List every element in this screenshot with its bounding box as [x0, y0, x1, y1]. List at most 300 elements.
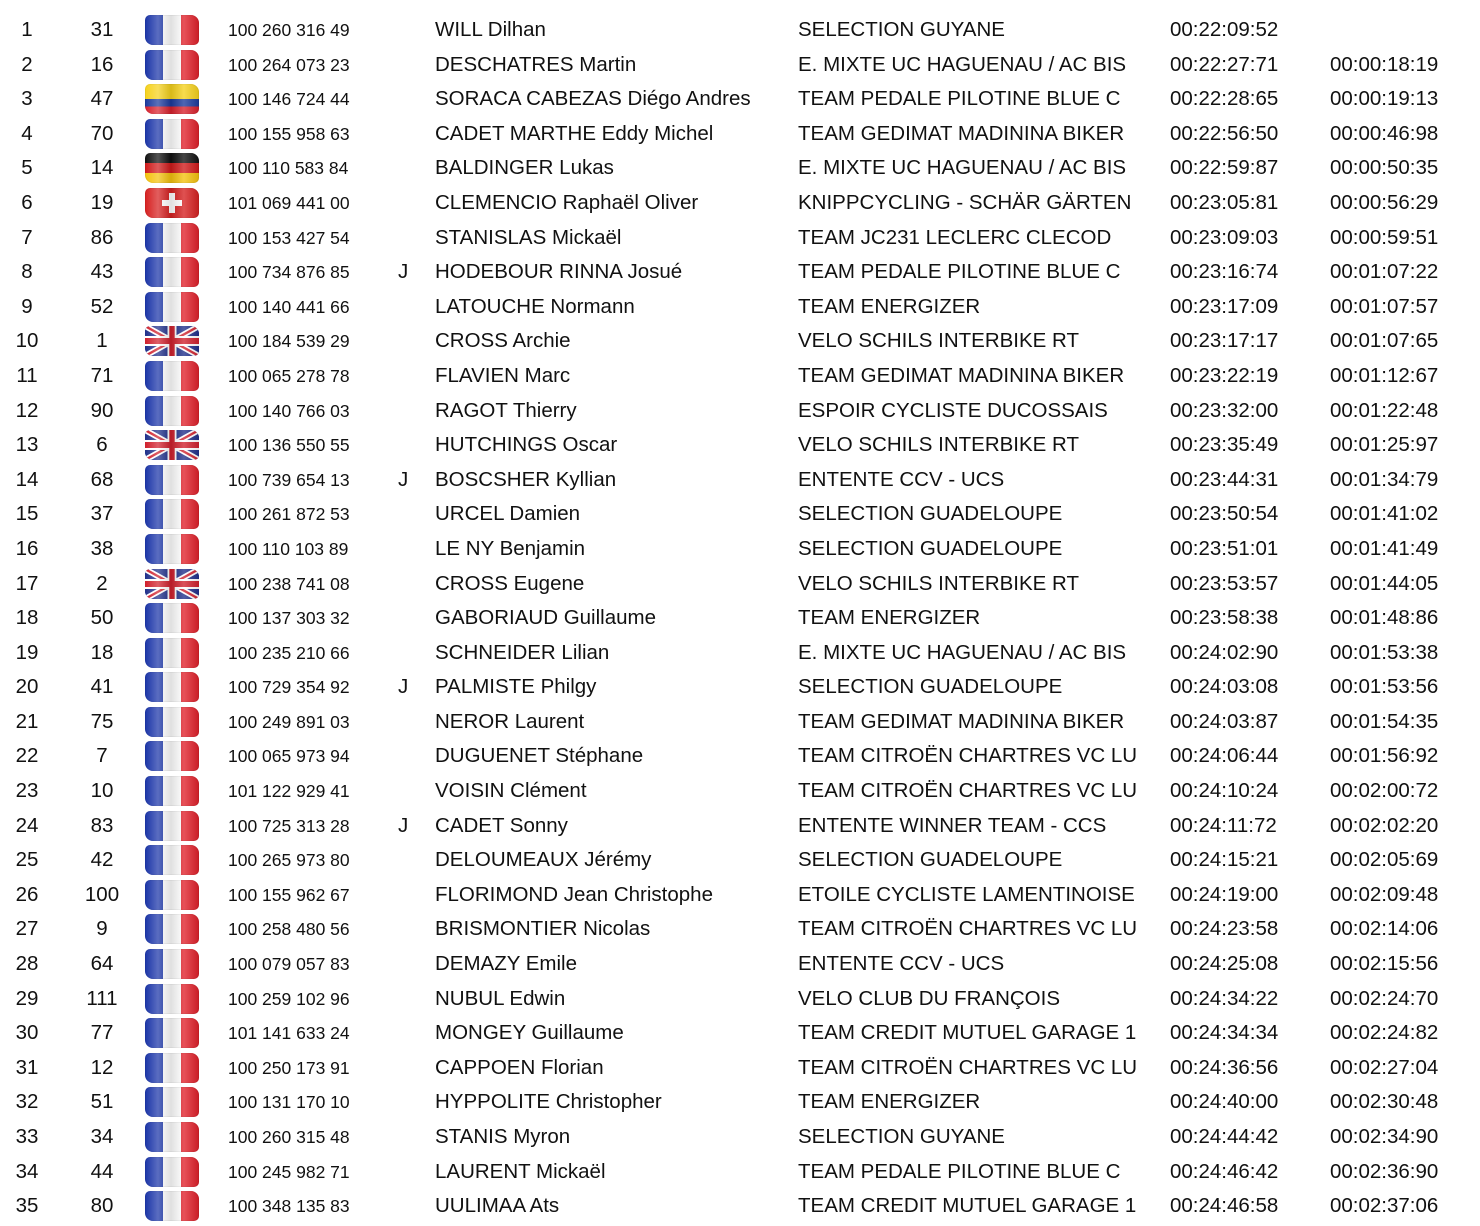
license-cell: 100 110 103 89 [228, 538, 349, 559]
rank-cell: 12 [15, 398, 39, 422]
france-flag-icon [141, 117, 201, 151]
team-cell: TEAM CITROËN CHARTRES VC LU [798, 744, 1138, 768]
bib-cell: 86 [90, 225, 114, 249]
rider-name-cell: CADET MARTHE Eddy Michel [435, 121, 714, 145]
rider-name-cell: BOSCSHER Kyllian [435, 467, 617, 491]
rank-cell: 22 [15, 744, 39, 768]
time-cell: 00:24:44:42 [1170, 1125, 1279, 1148]
team-cell: E. MIXTE UC HAGUENAU / AC BIS [798, 640, 1127, 664]
table-row [0, 636, 1480, 671]
license-cell: 100 238 741 08 [228, 573, 350, 594]
table-row [0, 1085, 1480, 1120]
france-flag-icon [141, 359, 201, 393]
rider-name-cell: SCHNEIDER Lilian [435, 640, 610, 664]
team-cell: E. MIXTE UC HAGUENAU / AC BIS [798, 156, 1127, 180]
rank-cell: 20 [15, 675, 39, 699]
bib-cell: 44 [90, 1159, 114, 1183]
gap-cell: 00:02:24:70 [1330, 986, 1439, 1010]
time-cell: 00:22:59:87 [1170, 156, 1279, 180]
rank-cell: 25 [15, 848, 39, 872]
bib-cell: 64 [90, 952, 114, 976]
license-cell: 100 079 057 83 [228, 954, 350, 975]
license-cell: 100 155 958 63 [228, 123, 350, 144]
license-cell: 100 260 316 49 [228, 20, 350, 40]
license-cell: 100 137 303 32 [228, 608, 350, 629]
rider-name-cell: HUTCHINGS Oscar [435, 433, 618, 457]
team-cell: TEAM GEDIMAT MADININA BIKER [798, 121, 1125, 145]
rider-name-cell: VOISIN Clément [435, 779, 587, 803]
france-flag-icon [141, 912, 201, 946]
rank-cell: 3 [21, 87, 33, 111]
time-cell: 00:24:23:58 [1170, 917, 1279, 941]
bib-cell: 7 [96, 744, 108, 768]
rank-cell: 32 [15, 1090, 39, 1114]
bib-cell: 12 [90, 1055, 114, 1079]
team-cell: E. MIXTE UC HAGUENAU / AC BIS [798, 52, 1127, 76]
bib-cell: 70 [90, 121, 114, 145]
team-cell: TEAM CREDIT MUTUEL GARAGE 1 [798, 1021, 1137, 1045]
team-cell: TEAM CREDIT MUTUEL GARAGE 1 [798, 1194, 1137, 1218]
gap-cell: 00:01:48:86 [1330, 606, 1439, 630]
license-cell: 100 155 962 67 [228, 884, 350, 905]
time-cell: 00:23:16:74 [1170, 260, 1279, 284]
gap-cell: 00:02:36:90 [1330, 1159, 1439, 1183]
gap-cell: 00:01:07:57 [1330, 294, 1439, 318]
license-cell: 101 141 633 24 [228, 1023, 350, 1044]
time-cell: 00:23:53:57 [1170, 571, 1279, 595]
table-row [0, 1120, 1480, 1155]
gap-cell: 00:02:00:72 [1330, 779, 1439, 803]
team-cell: VELO CLUB DU FRANÇOIS [798, 986, 1060, 1010]
gap-cell: 00:00:46:98 [1330, 121, 1439, 145]
bib-cell: 41 [90, 675, 114, 699]
table-row [0, 843, 1480, 878]
table-row [0, 428, 1480, 463]
gap-cell: 00:02:30:48 [1330, 1090, 1439, 1114]
table-row [0, 947, 1480, 982]
gap-cell: 00:01:41:49 [1330, 536, 1439, 560]
gap-cell: 00:01:25:97 [1330, 433, 1439, 457]
category-cell: J [398, 467, 409, 491]
team-cell: ETOILE CYCLISTE LAMENTINOISE [798, 882, 1135, 906]
france-flag-icon [141, 670, 201, 704]
time-cell: 00:23:32:00 [1170, 398, 1279, 422]
license-cell: 100 734 876 85 [228, 262, 350, 283]
france-flag-icon [141, 739, 201, 773]
time-cell: 00:22:56:50 [1170, 121, 1279, 145]
table-row [0, 878, 1480, 913]
bib-cell: 52 [90, 294, 114, 318]
table-row [0, 601, 1480, 636]
gap-cell: 00:01:34:79 [1330, 467, 1439, 491]
gap-cell: 00:02:27:04 [1330, 1055, 1439, 1079]
bib-cell: 38 [90, 536, 114, 560]
rider-name-cell: DESCHATRES Martin [435, 52, 637, 76]
time-cell: 00:24:10:24 [1170, 779, 1279, 803]
team-cell: ENTENTE WINNER TEAM - CCS [798, 813, 1107, 837]
bib-cell: 77 [90, 1021, 114, 1045]
bib-cell: 111 [86, 986, 118, 1010]
team-cell: KNIPPCYCLING - SCHÄR GÄRTEN [798, 190, 1132, 214]
rank-cell: 4 [21, 121, 33, 145]
rider-name-cell: LE NY Benjamin [435, 536, 586, 560]
bib-cell: 10 [90, 779, 114, 803]
rank-cell: 13 [15, 433, 39, 457]
united-kingdom-flag-icon [141, 324, 201, 358]
table-row [0, 186, 1480, 221]
gap-cell: 00:01:07:22 [1330, 260, 1439, 284]
table-row [0, 151, 1480, 186]
table-row [0, 394, 1480, 429]
rank-cell: 19 [15, 640, 39, 664]
license-cell: 100 136 550 55 [228, 435, 350, 456]
rank-cell: 31 [15, 1055, 39, 1079]
team-cell: VELO SCHILS INTERBIKE RT [798, 571, 1080, 595]
gap-cell: 00:01:53:56 [1330, 675, 1439, 699]
time-cell: 00:24:36:56 [1170, 1055, 1279, 1079]
gap-cell: 00:00:19:13 [1330, 87, 1439, 111]
license-cell: 100 739 654 13 [228, 469, 350, 490]
rider-name-cell: CADET Sonny [435, 813, 568, 837]
license-cell: 100 265 973 80 [228, 850, 350, 871]
rider-name-cell: CAPPOEN Florian [435, 1055, 604, 1079]
license-cell: 100 261 872 53 [228, 504, 350, 525]
license-cell: 100 264 073 23 [228, 54, 350, 75]
rider-name-cell: CROSS Eugene [435, 571, 585, 595]
license-cell: 100 140 766 03 [228, 400, 350, 421]
rank-cell: 6 [21, 190, 33, 214]
time-cell: 00:24:06:44 [1170, 744, 1279, 768]
team-cell: ESPOIR CYCLISTE DUCOSSAIS [798, 398, 1108, 422]
rank-cell: 9 [21, 294, 33, 318]
rank-cell: 24 [15, 813, 39, 837]
france-flag-icon [141, 255, 201, 289]
bib-cell: 83 [90, 813, 114, 837]
license-cell: 100 725 313 28 [228, 815, 350, 836]
bib-cell: 18 [90, 640, 114, 664]
rank-cell: 28 [15, 952, 39, 976]
table-row [0, 705, 1480, 740]
rank-cell: 33 [15, 1125, 39, 1148]
time-cell: 00:23:22:19 [1170, 363, 1279, 387]
team-cell: ENTENTE CCV - UCS [798, 467, 1005, 491]
rank-cell: 14 [15, 467, 39, 491]
france-flag-icon [141, 601, 201, 635]
license-cell: 100 131 170 10 [228, 1092, 350, 1113]
france-flag-icon [141, 463, 201, 497]
table-row [0, 463, 1480, 498]
table-row [0, 497, 1480, 532]
team-cell: VELO SCHILS INTERBIKE RT [798, 329, 1080, 353]
rider-name-cell: RAGOT Thierry [435, 398, 577, 422]
bib-cell: 47 [90, 87, 114, 111]
rank-cell: 16 [15, 536, 39, 560]
time-cell: 00:23:17:17 [1170, 329, 1279, 353]
time-cell: 00:23:58:38 [1170, 606, 1279, 630]
license-cell: 100 065 278 78 [228, 365, 350, 386]
gap-cell: 00:00:18:19 [1330, 52, 1439, 76]
team-cell: TEAM ENERGIZER [798, 606, 981, 630]
table-row [0, 359, 1480, 394]
bib-cell: 68 [90, 467, 114, 491]
table-row [0, 82, 1480, 117]
rider-name-cell: FLAVIEN Marc [435, 363, 571, 387]
france-flag-icon [141, 48, 201, 82]
rider-name-cell: HODEBOUR RINNA Josué [435, 260, 683, 284]
germany-flag-icon [141, 151, 201, 185]
table-row [0, 1155, 1480, 1190]
category-cell: J [398, 675, 409, 699]
bib-cell: 42 [90, 848, 114, 872]
team-cell: ENTENTE CCV - UCS [798, 952, 1005, 976]
colombia-flag-icon [141, 82, 201, 116]
rider-name-cell: SORACA CABEZAS Diégo Andres [435, 87, 751, 111]
rider-name-cell: GABORIAUD Guillaume [435, 606, 657, 630]
table-row [0, 117, 1480, 152]
table-row [0, 739, 1480, 774]
france-flag-icon [141, 1016, 201, 1050]
license-cell: 100 235 210 66 [228, 642, 350, 663]
bib-cell: 9 [96, 917, 108, 941]
team-cell: TEAM PEDALE PILOTINE BLUE C [798, 260, 1121, 284]
license-cell: 100 259 102 96 [228, 988, 350, 1009]
rank-cell: 23 [15, 779, 39, 803]
bib-cell: 37 [90, 502, 114, 526]
table-row [0, 912, 1480, 947]
gap-cell: 00:01:56:92 [1330, 744, 1439, 768]
time-cell: 00:22:09:52 [1170, 18, 1279, 41]
category-cell: J [398, 813, 409, 837]
time-cell: 00:23:09:03 [1170, 225, 1279, 249]
table-row [0, 774, 1480, 809]
time-cell: 00:24:19:00 [1170, 882, 1279, 906]
license-cell: 100 153 427 54 [228, 227, 350, 248]
time-cell: 00:24:40:00 [1170, 1090, 1279, 1114]
rank-cell: 15 [15, 502, 39, 526]
bib-cell: 80 [90, 1194, 114, 1218]
gap-cell: 00:01:22:48 [1330, 398, 1439, 422]
bib-cell: 43 [90, 260, 114, 284]
rank-cell: 2 [21, 52, 33, 76]
rank-cell: 30 [15, 1021, 39, 1045]
rank-cell: 10 [15, 329, 39, 353]
france-flag-icon [141, 1120, 201, 1154]
rider-name-cell: CLEMENCIO Raphaël Oliver [435, 190, 699, 214]
time-cell: 00:24:46:42 [1170, 1159, 1279, 1183]
bib-cell: 2 [96, 571, 108, 595]
team-cell: TEAM PEDALE PILOTINE BLUE C [798, 87, 1121, 111]
rider-name-cell: STANIS Myron [435, 1125, 571, 1148]
france-flag-icon [141, 878, 201, 912]
table-row [0, 1189, 1480, 1224]
bib-cell: 6 [96, 433, 108, 457]
time-cell: 00:24:46:58 [1170, 1194, 1279, 1218]
time-cell: 00:22:27:71 [1170, 52, 1279, 76]
table-row [0, 290, 1480, 325]
table-row [0, 532, 1480, 567]
license-cell: 100 110 583 84 [228, 158, 349, 179]
france-flag-icon [141, 947, 201, 981]
france-flag-icon [141, 774, 201, 808]
france-flag-icon [141, 705, 201, 739]
rider-name-cell: DUGUENET Stéphane [435, 744, 644, 768]
rider-name-cell: PALMISTE Philgy [435, 675, 597, 699]
united-kingdom-flag-icon [141, 428, 201, 462]
license-cell: 100 146 724 44 [228, 89, 350, 110]
time-cell: 00:24:11:72 [1170, 813, 1277, 837]
table-row [0, 982, 1480, 1017]
france-flag-icon [141, 1189, 201, 1223]
bib-cell: 16 [90, 52, 114, 76]
france-flag-icon [141, 1085, 201, 1119]
france-flag-icon [141, 843, 201, 877]
france-flag-icon [141, 1155, 201, 1189]
rider-name-cell: DELOUMEAUX Jérémy [435, 848, 652, 872]
rank-cell: 17 [15, 571, 39, 595]
table-row [0, 567, 1480, 602]
rank-cell: 34 [15, 1159, 39, 1183]
gap-cell: 00:01:12:67 [1330, 363, 1439, 387]
france-flag-icon [141, 532, 201, 566]
license-cell: 100 245 982 71 [228, 1161, 350, 1182]
team-cell: TEAM CITROËN CHARTRES VC LU [798, 917, 1138, 941]
license-cell: 100 184 539 29 [228, 331, 350, 352]
rank-cell: 11 [16, 363, 38, 387]
team-cell: SELECTION GUADELOUPE [798, 536, 1063, 560]
rank-cell: 21 [15, 709, 39, 733]
gap-cell: 00:02:37:06 [1330, 1194, 1439, 1218]
license-cell: 100 729 354 92 [228, 677, 350, 698]
bib-cell: 50 [90, 606, 114, 630]
team-cell: TEAM ENERGIZER [798, 294, 981, 318]
rank-cell: 8 [21, 260, 33, 284]
table-row [0, 13, 1480, 48]
bib-cell: 14 [90, 156, 114, 180]
gap-cell: 00:01:41:02 [1330, 502, 1439, 526]
table-row [0, 48, 1480, 83]
team-cell: TEAM CITROËN CHARTRES VC LU [798, 1055, 1138, 1079]
rank-cell: 1 [21, 18, 33, 41]
bib-cell: 71 [90, 363, 114, 387]
rider-name-cell: FLORIMOND Jean Christophe [435, 882, 713, 906]
time-cell: 00:22:28:65 [1170, 87, 1279, 111]
license-cell: 100 065 973 94 [228, 746, 350, 767]
rank-cell: 29 [15, 986, 39, 1010]
license-cell: 100 348 135 83 [228, 1196, 350, 1217]
rank-cell: 26 [15, 882, 39, 906]
time-cell: 00:24:03:87 [1170, 709, 1279, 733]
france-flag-icon [141, 394, 201, 428]
license-cell: 100 249 891 03 [228, 711, 350, 732]
gap-cell: 00:01:53:38 [1330, 640, 1439, 664]
gap-cell: 00:01:54:35 [1330, 709, 1439, 733]
gap-cell: 00:00:56:29 [1330, 190, 1439, 214]
license-cell: 100 260 315 48 [228, 1127, 350, 1147]
time-cell: 00:24:15:21 [1170, 848, 1279, 872]
gap-cell: 00:01:07:65 [1330, 329, 1439, 353]
rank-cell: 18 [15, 606, 39, 630]
united-kingdom-flag-icon [141, 567, 201, 601]
time-cell: 00:23:51:01 [1170, 536, 1279, 560]
bib-cell: 34 [90, 1125, 114, 1148]
rider-name-cell: UULIMAA Ats [435, 1194, 560, 1218]
france-flag-icon [141, 497, 201, 531]
rider-name-cell: NEROR Laurent [435, 709, 585, 733]
team-cell: TEAM CITROËN CHARTRES VC LU [798, 779, 1138, 803]
gap-cell: 00:02:34:90 [1330, 1125, 1439, 1148]
france-flag-icon [141, 982, 201, 1016]
table-row [0, 324, 1480, 359]
category-cell: J [398, 260, 409, 284]
rider-name-cell: WILL Dilhan [435, 18, 546, 41]
bib-cell: 31 [90, 18, 114, 41]
table-row [0, 1016, 1480, 1051]
rider-name-cell: LATOUCHE Normann [435, 294, 635, 318]
bib-cell: 90 [90, 398, 114, 422]
rider-name-cell: MONGEY Guillaume [435, 1021, 624, 1045]
table-row [0, 221, 1480, 256]
results-table [0, 13, 1480, 1224]
gap-cell: 00:02:15:56 [1330, 952, 1439, 976]
rank-cell: 7 [21, 225, 33, 249]
rider-name-cell: NUBUL Edwin [435, 986, 566, 1010]
gap-cell: 00:02:14:06 [1330, 917, 1439, 941]
license-cell: 101 069 441 00 [228, 192, 350, 213]
gap-cell: 00:02:24:82 [1330, 1021, 1439, 1045]
time-cell: 00:24:34:22 [1170, 986, 1279, 1010]
team-cell: TEAM JC231 LECLERC CLECOD [798, 225, 1112, 249]
rider-name-cell: LAURENT Mickaël [435, 1159, 606, 1183]
rider-name-cell: DEMAZY Emile [435, 952, 578, 976]
time-cell: 00:23:44:31 [1170, 467, 1279, 491]
rank-cell: 35 [15, 1194, 39, 1218]
team-cell: SELECTION GUYANE [798, 18, 1005, 41]
license-cell: 100 250 173 91 [228, 1057, 350, 1078]
france-flag-icon [141, 290, 201, 324]
team-cell: SELECTION GUADELOUPE [798, 675, 1063, 699]
team-cell: TEAM PEDALE PILOTINE BLUE C [798, 1159, 1121, 1183]
rider-name-cell: HYPPOLITE Christopher [435, 1090, 662, 1114]
rider-name-cell: BRISMONTIER Nicolas [435, 917, 651, 941]
rider-name-cell: STANISLAS Mickaël [435, 225, 622, 249]
france-flag-icon [141, 809, 201, 843]
bib-cell: 51 [90, 1090, 114, 1114]
license-cell: 100 140 441 66 [228, 296, 350, 317]
time-cell: 00:23:05:81 [1170, 190, 1279, 214]
rider-name-cell: BALDINGER Lukas [435, 156, 614, 180]
rank-cell: 27 [15, 917, 39, 941]
team-cell: SELECTION GUADELOUPE [798, 502, 1063, 526]
rider-name-cell: URCEL Damien [435, 502, 581, 526]
france-flag-icon [141, 636, 201, 670]
time-cell: 00:23:17:09 [1170, 294, 1279, 318]
time-cell: 00:24:02:90 [1170, 640, 1279, 664]
gap-cell: 00:02:02:20 [1330, 813, 1439, 837]
team-cell: SELECTION GUYANE [798, 1125, 1005, 1148]
license-cell: 101 122 929 41 [228, 781, 350, 802]
france-flag-icon [141, 221, 201, 255]
table-row [0, 255, 1480, 290]
time-cell: 00:23:50:54 [1170, 502, 1279, 526]
team-cell: VELO SCHILS INTERBIKE RT [798, 433, 1080, 457]
gap-cell: 00:00:50:35 [1330, 156, 1439, 180]
license-cell: 100 258 480 56 [228, 919, 350, 940]
bib-cell: 75 [90, 709, 114, 733]
france-flag-icon [141, 13, 201, 47]
gap-cell: 00:01:44:05 [1330, 571, 1439, 595]
gap-cell: 00:02:09:48 [1330, 882, 1439, 906]
team-cell: TEAM ENERGIZER [798, 1090, 981, 1114]
